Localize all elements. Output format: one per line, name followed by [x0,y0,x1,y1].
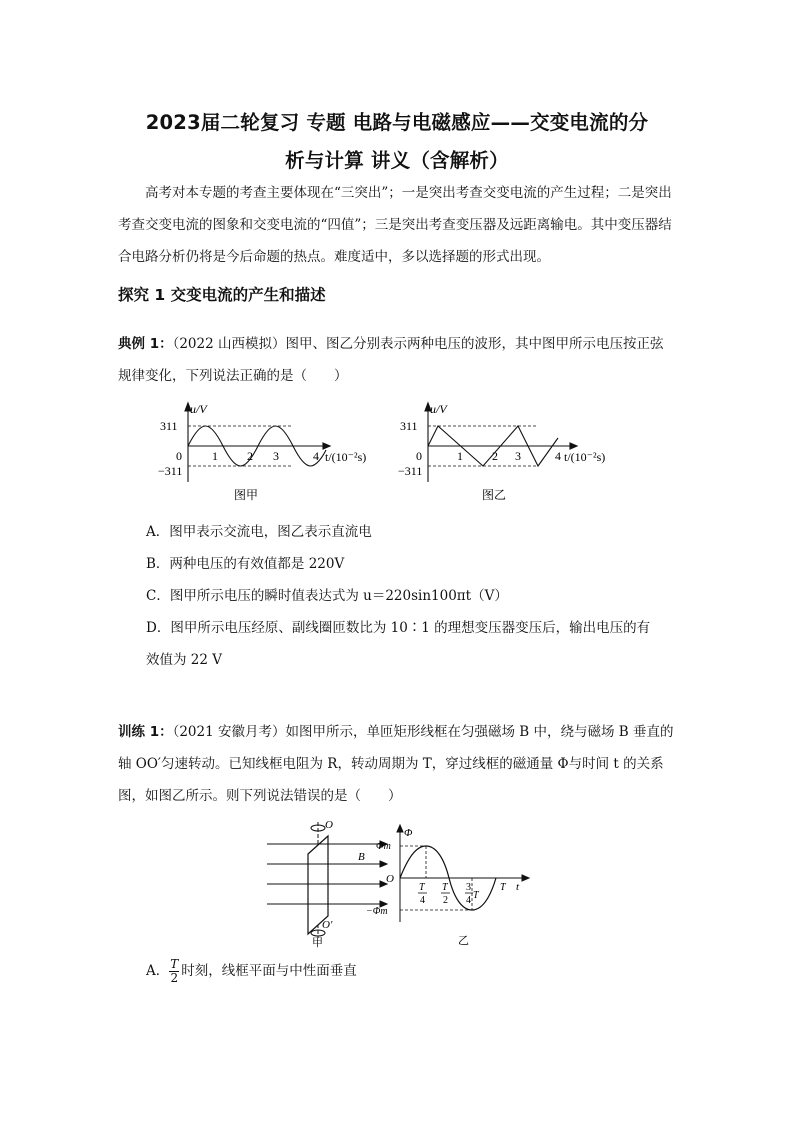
tick-3t4-t: T [473,890,479,901]
neg-phi-max-label: −Φm [366,906,388,917]
origin-label: O [386,873,394,885]
fraction-numerator: T [170,957,179,971]
tick-3t4-den: 4 [466,895,471,906]
axis-label-bottom: O′ [322,919,333,931]
figure-caption: 乙 [458,934,469,947]
training-1-question [118,716,674,812]
option-b: B．两种电压的有效值都是 220V [146,556,345,572]
option-a-text: 时刻，线框平面与中性面垂直 [181,963,357,979]
zero-label: 0 [416,449,422,463]
tick-t4-den: 4 [420,895,425,906]
y-axis-label: u/V [190,402,207,416]
zero-label: 0 [176,449,182,463]
x-axis-arrow [323,443,330,449]
tick-1: 1 [457,449,463,463]
x-axis-label: t/(10⁻²s) [325,450,367,464]
ymin-label: −311 [398,464,423,478]
tick-t4-num: T [419,882,425,893]
option-a: A．图甲表示交流电，图乙表示直流电 [146,524,372,540]
x-axis-arrow [570,443,577,449]
section-heading: 探究 1 交变电流的产生和描述 [118,286,326,304]
tick-3: 3 [273,449,279,463]
title-line-2: 析与计算 讲义（含解析） [285,149,509,172]
tick-2: 2 [247,449,253,463]
fraction-denominator: 2 [170,971,179,985]
example-1-question [118,328,674,392]
training-1-text: （2021 安徽月考）如图甲所示，单匝矩形线框在匀强磁场 B 中，绕与磁场 B 垂直的轴 OO′匀速转动。已知线框电阻为 R，转动周期为 T，穿过线框的磁通量 Φ与时间 t 的关系图，如图乙所示。则下列说法错误的是（ ） [118,724,674,804]
figure-yi-triangle [398,400,618,508]
figure-flux-time-graph [366,822,536,950]
title-line-1: 2023届二轮复习 专题 电路与电磁感应——交变电流的分 [145,111,649,134]
tick-1: 1 [212,449,218,463]
x-axis-label: t/(10⁻²s) [564,450,606,464]
phi-max-label: Φm [376,841,391,852]
fraction-t-over-2 [169,958,179,985]
axis-label-top: O [325,819,333,831]
training-1-label: 训练 1： [118,724,173,740]
tick-t2-num: T [442,882,448,893]
y-axis-label: u/V [430,402,447,416]
field-label-b: B [358,851,365,863]
t-label: t [516,881,520,893]
example-1-label: 典例 1： [118,336,173,352]
period-label: T [500,882,506,893]
document-title [110,104,684,180]
intro-paragraph: 高考对本专题的考查主要体现在“三突出”；一是突出考查交变电流的产生过程；二是突出考查交变电流的图象和交变电流的“四值”；三是突出考查变压器及远距离输电。其中变压器结合电路分析仍将是今后命题的热点。难度适中，多以选择题的形式出现。 [118,185,672,265]
tick-3t4-num: 3 [466,882,471,893]
tick-2: 2 [492,449,498,463]
tick-4: 4 [313,449,319,463]
example-1-text: （2022 山西模拟）图甲、图乙分别表示两种电压的波形，其中图甲所示电压按正弦规律变化，下列说法正确的是（ ） [118,336,664,384]
ymax-label: 311 [160,419,178,433]
figure-jia-sine [158,400,378,508]
figure-caption: 图甲 [234,488,259,502]
training-option-a [146,958,674,985]
figure-caption: 图乙 [482,488,507,502]
option-c: C．图甲所示电压的瞬时值表达式为 u＝220sin100πt（V） [146,588,508,604]
figure-caption: 甲 [312,936,323,948]
ymax-label: 311 [400,419,418,433]
tick-3: 3 [515,449,521,463]
tick-t2-den: 2 [443,895,448,906]
tick-4: 4 [555,449,561,463]
option-a-prefix: A． [146,963,170,979]
phi-label: Φ [404,827,413,839]
ymin-label: −311 [158,464,183,478]
option-d: D．图甲所示电压经原、副线圈匝数比为 10∶1 的理想变压器变压后，输出电压的有 [146,620,651,636]
option-d-continued: 效值为 22 V [146,652,223,668]
